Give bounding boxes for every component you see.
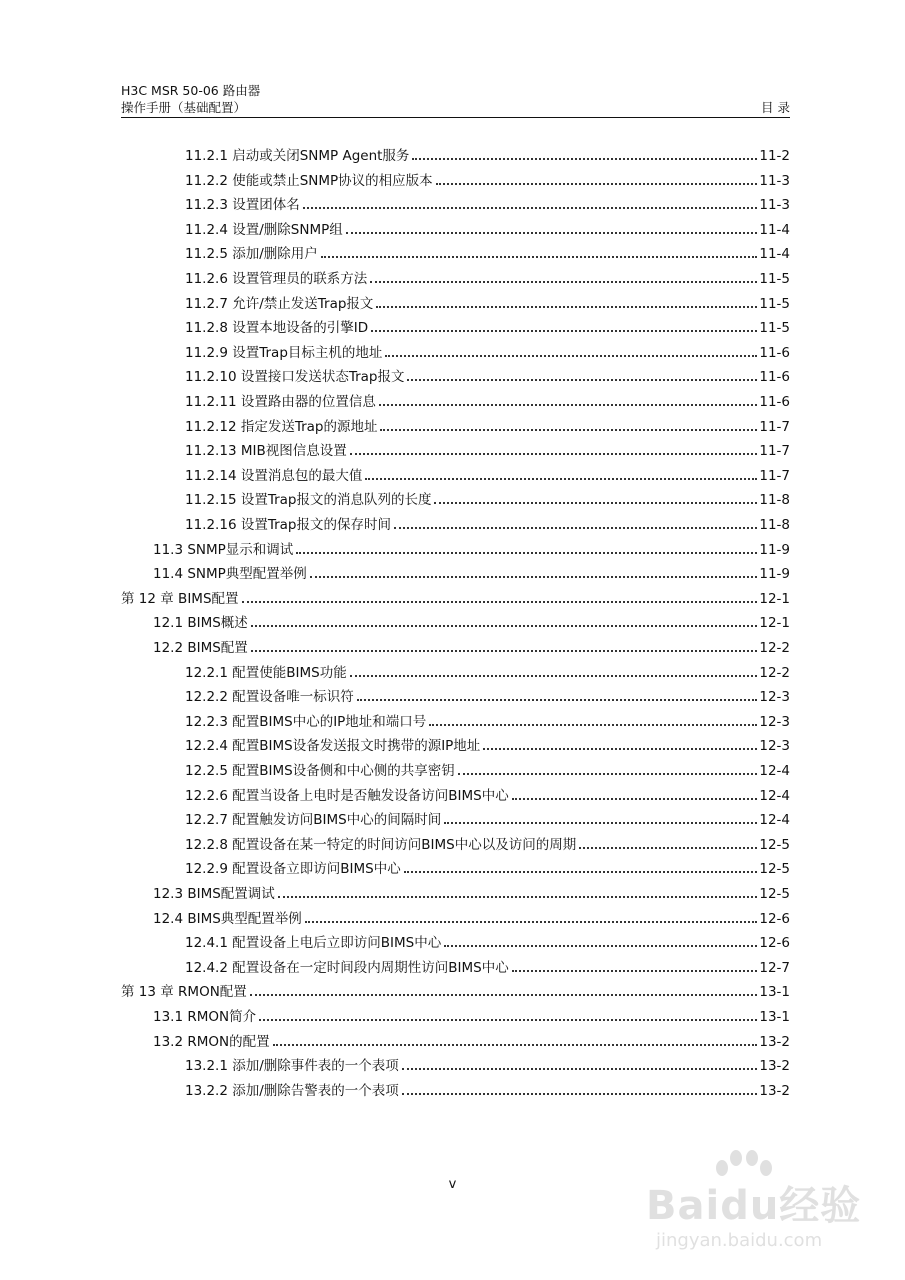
- toc-entry-page: 12-5: [759, 886, 790, 902]
- toc-entry[interactable]: [185, 929, 790, 951]
- toc-entry-title: 12.4.2 配置设备在一定时间段内周期性访问BIMS中心: [185, 959, 509, 976]
- toc-entry-page: 12-3: [759, 689, 790, 706]
- toc-entry-title: 12.3 BIMS配置调试: [153, 886, 275, 902]
- toc-entry-title: 12.2.2 配置设备唯一标识符: [185, 689, 354, 706]
- toc-dot-leader: [385, 345, 757, 357]
- toc-entry-title: 12.2.7 配置触发访问BIMS中心的间隔时间: [185, 812, 442, 829]
- watermark-url: jingyan.baidu.com: [656, 1230, 823, 1251]
- toc-dot-leader: [370, 271, 757, 283]
- toc-entry[interactable]: [185, 191, 790, 213]
- toc-entry-title: 12.4 BIMS典型配置举例: [153, 910, 302, 927]
- toc-entry-page: 12-7: [759, 959, 790, 976]
- toc-dot-leader: [394, 517, 757, 529]
- toc-entry-page: 12-5: [759, 836, 790, 853]
- toc-entry-page: 13-2: [759, 1082, 790, 1099]
- toc-entry-page: 11-4: [759, 221, 790, 238]
- toc-entry-title: 11.2.8 设置本地设备的引擎ID: [185, 320, 369, 337]
- toc-entry-title: 13.2.1 添加/删除事件表的一个表项: [185, 1058, 399, 1075]
- toc-entry[interactable]: [185, 363, 790, 385]
- toc-entry[interactable]: [185, 1077, 790, 1099]
- toc-entry-page: 11-5: [759, 295, 790, 312]
- toc-entry-page: 11-8: [759, 492, 790, 509]
- header-manual-title: 操作手册（基础配置）: [121, 100, 247, 115]
- toc-entry[interactable]: [153, 905, 790, 927]
- toc-entry-title: 11.2.13 MIB视图信息设置: [185, 443, 347, 460]
- toc-entry-title: 12.2.5 配置BIMS设备侧和中心侧的共享密钥: [185, 763, 455, 779]
- toc-entry[interactable]: [185, 782, 790, 804]
- toc-entry-page: 11-3: [759, 197, 790, 214]
- toc-entry-title: 11.2.2 使能或禁止SNMP协议的相应版本: [185, 172, 433, 189]
- toc-entry-page: 11-9: [759, 566, 790, 583]
- toc-entry-title: 12.4.1 配置设备上电后立即访问BIMS中心: [185, 935, 442, 952]
- toc-entry[interactable]: [185, 167, 790, 189]
- toc-dot-leader: [310, 566, 758, 578]
- toc-entry-title: 11.2.10 设置接口发送状态Trap报文: [185, 369, 405, 386]
- toc-entry[interactable]: [185, 1052, 790, 1074]
- toc-entry[interactable]: [185, 265, 790, 287]
- toc-entry-title: 11.4 SNMP典型配置举例: [153, 566, 307, 583]
- toc-dot-leader: [429, 714, 757, 726]
- toc-dot-leader: [303, 197, 758, 209]
- toc-entry-title: 11.2.6 设置管理员的联系方法: [185, 271, 368, 287]
- toc-entry-page: 11-6: [759, 394, 790, 410]
- toc-dot-leader: [380, 419, 757, 431]
- toc-entry-page: 11-8: [759, 517, 790, 533]
- toc-entry-page: 11-3: [759, 172, 790, 189]
- toc-entry[interactable]: [185, 732, 790, 754]
- toc-entry[interactable]: [153, 1003, 790, 1025]
- toc-entry-title: 12.2.8 配置设备在某一特定的时间访问BIMS中心以及访问的周期: [185, 836, 577, 853]
- toc-entry-title: 11.3 SNMP显示和调试: [153, 541, 294, 558]
- toc-entry-title: 12.2.3 配置BIMS中心的IP地址和端口号: [185, 713, 427, 730]
- toc-entry-title: 13.2.2 添加/删除告警表的一个表项: [185, 1082, 399, 1099]
- toc-entry-page: 11-2: [759, 148, 790, 164]
- toc-entry-page: 12-4: [759, 787, 790, 804]
- toc-entry-title: 11.2.15 设置Trap报文的消息队列的长度: [185, 492, 432, 509]
- toc-dot-leader: [273, 1034, 758, 1046]
- toc-entry-page: 12-2: [759, 640, 790, 656]
- toc-dot-leader: [350, 665, 758, 677]
- watermark-brand: Baidu经验: [646, 1183, 862, 1229]
- toc-entry[interactable]: [121, 978, 790, 1000]
- toc-entry-title: 11.2.7 允许/禁止发送Trap报文: [185, 295, 374, 312]
- toc-entry-title: 第 13 章 RMON配置: [121, 984, 247, 1001]
- toc-entry-title: 11.2.4 设置/删除SNMP组: [185, 221, 343, 238]
- toc-entry-page: 11-5: [759, 271, 790, 287]
- page-header: [121, 82, 790, 118]
- toc-entry-page: 11-9: [759, 541, 790, 558]
- toc-entry-page: 11-7: [759, 467, 790, 484]
- toc-entry[interactable]: [185, 683, 790, 705]
- page-number: v: [448, 1177, 457, 1192]
- toc-entry[interactable]: [185, 708, 790, 730]
- toc-entry[interactable]: [185, 486, 790, 508]
- toc-entry-page: 12-2: [759, 664, 790, 681]
- toc-entry-page: 11-7: [759, 443, 790, 460]
- toc-dot-leader: [579, 837, 757, 849]
- toc-dot-leader: [379, 394, 758, 406]
- toc-entry-page: 12-4: [759, 763, 790, 779]
- toc-entry-page: 13-2: [759, 1033, 790, 1050]
- toc-entry[interactable]: [185, 831, 790, 853]
- toc-dot-leader: [365, 468, 757, 480]
- toc-entry-page: 13-1: [759, 1009, 790, 1025]
- toc-entry-title: 12.2.1 配置使能BIMS功能: [185, 664, 347, 681]
- toc-dot-leader: [371, 320, 757, 332]
- toc-entry[interactable]: [185, 855, 790, 877]
- toc-entry-page: 13-1: [759, 984, 790, 1001]
- header-rule: [121, 117, 790, 118]
- toc-entry-page: 12-4: [759, 812, 790, 829]
- toc-entry-page: 11-6: [759, 369, 790, 386]
- toc-dot-leader: [434, 492, 757, 504]
- toc-entry-title: 11.2.9 设置Trap目标主机的地址: [185, 344, 383, 361]
- toc-entry[interactable]: [185, 339, 790, 361]
- toc-dot-leader: [402, 1058, 758, 1070]
- toc-entry-page: 12-1: [759, 615, 790, 632]
- header-section-label: 目 录: [761, 100, 790, 115]
- toc-dot-leader: [483, 738, 757, 750]
- toc-entry-page: 12-6: [759, 910, 790, 927]
- toc-dot-leader: [436, 173, 758, 185]
- toc-entry[interactable]: [185, 142, 790, 164]
- toc-entry[interactable]: [185, 437, 790, 459]
- toc-entry-page: 13-2: [759, 1058, 790, 1075]
- toc-dot-leader: [321, 246, 758, 258]
- toc-dot-leader: [412, 148, 757, 160]
- toc-dot-leader: [512, 960, 758, 972]
- toc-entry-page: 11-6: [759, 344, 790, 361]
- toc-dot-leader: [376, 296, 757, 308]
- toc-entry[interactable]: [153, 1028, 790, 1050]
- toc-entry-title: 11.2.11 设置路由器的位置信息: [185, 394, 376, 410]
- toc-entry-title: 12.1 BIMS概述: [153, 615, 248, 632]
- toc-dot-leader: [407, 369, 757, 381]
- toc-entry[interactable]: [185, 388, 790, 410]
- toc-entry-page: 12-3: [759, 713, 790, 730]
- toc-dot-leader: [278, 886, 758, 898]
- toc-dot-leader: [350, 443, 758, 455]
- header-row: [121, 99, 790, 116]
- toc-entry[interactable]: [185, 511, 790, 533]
- toc-entry-page: 11-7: [759, 418, 790, 435]
- toc-entry[interactable]: [185, 462, 790, 484]
- toc-entry-page: 12-6: [759, 935, 790, 952]
- toc-dot-leader: [444, 935, 757, 947]
- toc-entry[interactable]: [153, 560, 790, 582]
- toc-entry-page: 12-1: [759, 590, 790, 607]
- toc-dot-leader: [251, 640, 758, 652]
- toc-dot-leader: [357, 689, 758, 701]
- toc-entry[interactable]: [185, 314, 790, 336]
- toc-entry-page: 12-3: [759, 738, 790, 755]
- toc-entry[interactable]: [153, 536, 790, 558]
- toc-entry-title: 12.2.6 配置当设备上电时是否触发设备访问BIMS中心: [185, 787, 509, 804]
- toc-dot-leader: [242, 591, 758, 603]
- toc-entry[interactable]: [185, 954, 790, 976]
- toc-entry-title: 11.2.16 设置Trap报文的保存时间: [185, 517, 391, 533]
- toc-entry-title: 13.1 RMON简介: [153, 1009, 257, 1025]
- toc-dot-leader: [444, 812, 757, 824]
- toc-dot-leader: [259, 1009, 757, 1021]
- toc-dot-leader: [250, 984, 758, 996]
- toc-entry[interactable]: [185, 806, 790, 828]
- toc-dot-leader: [458, 763, 758, 775]
- toc-entry-title: 12.2.9 配置设备立即访问BIMS中心: [185, 861, 401, 878]
- toc-entry-page: 11-4: [759, 246, 790, 263]
- toc-dot-leader: [512, 788, 758, 800]
- toc-entry[interactable]: [121, 585, 790, 607]
- toc-entry[interactable]: [185, 216, 790, 238]
- toc-entry[interactable]: [185, 413, 790, 435]
- toc-dot-leader: [305, 911, 758, 923]
- toc-entry-title: 12.2.4 配置BIMS设备发送报文时携带的源IP地址: [185, 738, 481, 755]
- toc-entry-title: 11.2.14 设置消息包的最大值: [185, 467, 363, 484]
- toc-entry[interactable]: [153, 634, 790, 656]
- toc-entry-title: 11.2.12 指定发送Trap的源地址: [185, 418, 378, 435]
- toc-entry-title: 11.2.3 设置团体名: [185, 197, 300, 214]
- toc-dot-leader: [402, 1083, 758, 1095]
- toc-dot-leader: [251, 615, 758, 627]
- toc-entry[interactable]: [185, 757, 790, 779]
- toc-entry-title: 11.2.1 启动或关闭SNMP Agent服务: [185, 148, 410, 164]
- toc-entry[interactable]: [185, 290, 790, 312]
- toc-entry[interactable]: [153, 880, 790, 902]
- toc-entry-page: 11-5: [759, 320, 790, 337]
- toc-entry[interactable]: [153, 609, 790, 631]
- toc-entry[interactable]: [185, 240, 790, 262]
- toc-entry-title: 12.2 BIMS配置: [153, 640, 248, 656]
- toc-entry-title: 第 12 章 BIMS配置: [121, 590, 239, 607]
- toc-entry-title: 13.2 RMON的配置: [153, 1033, 270, 1050]
- toc-entry-page: 12-5: [759, 861, 790, 878]
- toc-entry-title: 11.2.5 添加/删除用户: [185, 246, 318, 263]
- toc-dot-leader: [296, 542, 757, 554]
- baidu-watermark: [640, 1148, 870, 1258]
- toc-entry[interactable]: [185, 659, 790, 681]
- header-product-title: H3C MSR 50-06 路由器: [121, 83, 261, 98]
- toc-dot-leader: [346, 222, 758, 234]
- toc-dot-leader: [404, 861, 758, 873]
